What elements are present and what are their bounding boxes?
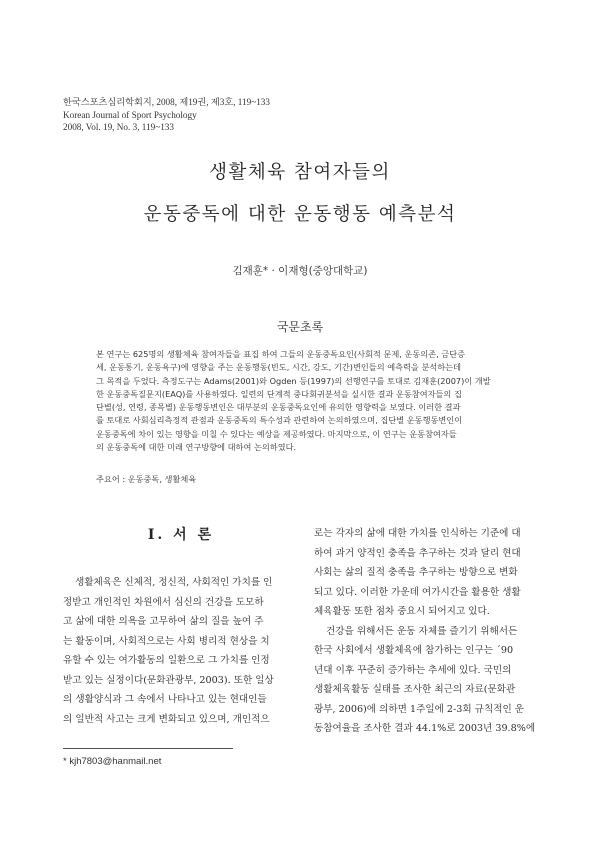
- body-line: 년대 이후 꾸준히 증가하는 추세에 있다. 국민의: [314, 664, 512, 676]
- body-line: 체육활동 또한 점차 중요시 되어지고 있다.: [314, 606, 490, 617]
- body-line: 정받고 개인적인 차원에서 심신의 건강을 도모하: [63, 596, 264, 608]
- abstract-line: 를 토대로 사회심리측정적 관점과 운동중독의 특수성과 관련하여 논의하였으며, 집단별 운동행동변인이: [96, 415, 463, 426]
- abstract-line: 운동중독에 차이 있는 영향을 미칠 수 있다는 예상을 제공하였다. 마지막으로, 이 연구는 운동참여자들: [96, 428, 457, 439]
- abstract-line: 세, 운동통기, 운동욕구)에 영향을 주는 운동행동(빈도, 시간, 강도, 기간)변인들의 예측력을 분석하는데: [96, 362, 461, 373]
- abstract-line: 단별(성, 연령, 종목별) 운동행동변인은 대부분의 운동중독요인에 유의한 영향력을 보였다. 이러한 결과: [96, 402, 461, 413]
- body-line: 로는 각자의 삶에 대한 가치를 인식하는 기준에 대: [314, 528, 521, 539]
- body-line: 되고 있다. 이러한 가운데 여가시간을 활용한 생활: [314, 586, 521, 598]
- abstract-heading: 국문초록: [276, 320, 324, 334]
- body-line: 하여 과거 양적인 충족을 추구하는 것과 달리 현대: [314, 547, 521, 559]
- footnote-email: * kjh7803@hanmail.net: [63, 756, 162, 767]
- author-list: 김재훈* · 이재형(중앙대학교): [232, 265, 368, 277]
- abstract-line: 본 연구는 625명의 생활체육 참여자들을 표집 하여 그들의 운동중독요인(사회적 문제, 운동의존, 금단증: [96, 349, 466, 359]
- journal-name-english: Korean Journal of Sport Psychology: [63, 109, 197, 120]
- body-left-column: [63, 573, 299, 729]
- paper-title-line-2: 운동중독에 대한 운동행동 예측분석: [143, 204, 457, 225]
- keywords: 주요어 : 운동중독, 생활체육: [96, 474, 197, 484]
- body-line: 생활체육은 신체적, 정신적, 사회적인 가치를 인: [75, 577, 273, 588]
- body-line: 생활체육활동 실태를 조사한 최근의 자료(문화관: [314, 684, 516, 695]
- paper-title-line-1: 생활체육 참여자들의: [209, 162, 391, 183]
- journal-citation-korean: 한국스포츠심리학회지, 2008, 제19권, 제3호, 119~133: [63, 97, 270, 107]
- body-line: 고 삶에 대한 의욕을 고무하여 삶의 질을 높여 주: [63, 616, 264, 627]
- abstract-body: [96, 348, 508, 454]
- body-right-column: [314, 524, 544, 739]
- body-line: 건강을 위해서든 운동 자체를 즐기기 위해서든: [326, 625, 518, 637]
- body-line: 사회는 삶의 질적 충족을 추구하는 방향으로 변화: [314, 567, 518, 578]
- body-line: 동참여율을 조사한 결과 44.1%로 2003년 39.8%에: [314, 723, 536, 734]
- abstract-line: 의 운동중독에 대한 미래 연구방향에 대하여 논의하였다.: [96, 442, 297, 453]
- abstract-line: 한 운동중독질문지(EAQ)를 사용하였다. 일련의 단계적 중다회귀분석을 실시한 결과 운동참여자들의 집: [96, 388, 462, 399]
- body-line: 의 일반적 사고는 크게 변화되고 있으며, 개인적으: [63, 713, 270, 725]
- body-line: 의 생활양식과 그 속에서 나타나고 있는 현대인들: [63, 694, 267, 705]
- body-line: 유할 수 있는 여가활동의 일환으로 그 가치를 인정: [63, 655, 270, 666]
- body-line: 광부, 2006)에 의하면 1주일에 2-3회 규칙적인 운: [314, 703, 525, 715]
- body-line: 한국 사회에서 생활체육에 참가하는 인구는 ´90: [314, 645, 514, 656]
- body-line: 받고 있는 실정이다(문화관광부, 2003). 또한 일상: [63, 674, 274, 686]
- abstract-line: 그 목적을 두었다. 측정도구는 Adams(2001)와 Ogden 등(1997)의 선행연구를 토대로 김재훈(2007)이 개발: [96, 375, 491, 386]
- section-heading-introduction: Ⅰ. 서 론: [147, 527, 215, 543]
- footnote-divider: [63, 748, 233, 749]
- journal-header: [63, 96, 363, 134]
- body-line: 는 활동이며, 사회적으로는 사회 병리적 현상을 치: [63, 635, 270, 647]
- journal-citation-english: 2008, Vol. 19, No. 3, 119~133: [63, 122, 174, 132]
